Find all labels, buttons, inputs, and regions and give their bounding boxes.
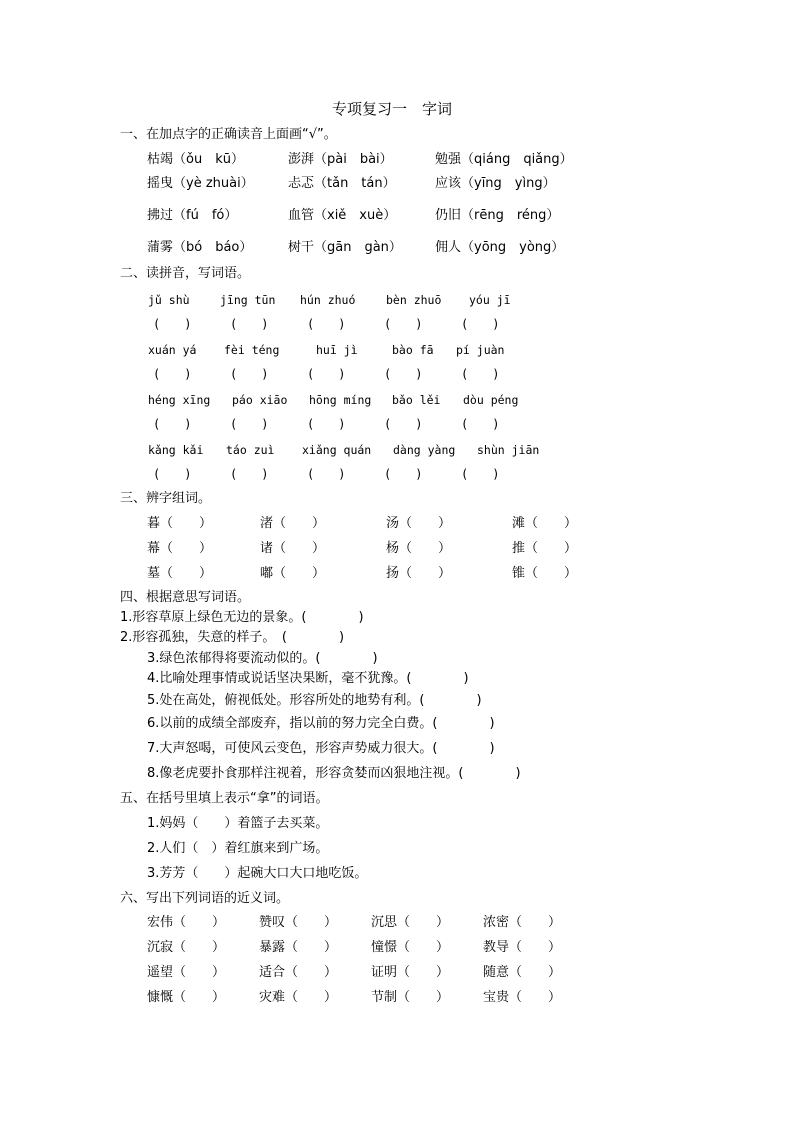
pronunciation-item: 勉强（qiáng qiǎng）	[435, 152, 573, 167]
synonym-item: 慷慨（ ）	[147, 990, 226, 1005]
synonym-item: 暴露（ ）	[259, 940, 338, 955]
fill-in-item: 3.芳芳（ ）起碗大口大口地吃饭。	[147, 866, 368, 881]
character-item: 锥（ ）	[512, 566, 578, 581]
synonym-item: 教导（ ）	[483, 940, 562, 955]
character-item: 滩（ ）	[512, 516, 578, 531]
character-item: 杨（ ）	[386, 541, 452, 556]
answer-blank[interactable]: ( )	[384, 417, 423, 431]
section-2-heading: 二、读拼音，写词语。	[120, 266, 251, 281]
pinyin-label: bǎo lěi	[392, 393, 441, 407]
definition-item: 6.以前的成绩全部废弃，指以前的努力完全白费。( )	[147, 716, 495, 731]
pinyin-label: shùn jiān	[477, 443, 540, 457]
pronunciation-item: 澎湃（pài bài）	[288, 152, 393, 167]
pinyin-label: xuán yá	[148, 343, 197, 357]
answer-blank[interactable]: ( )	[307, 367, 346, 381]
answer-blank[interactable]: ( )	[230, 317, 269, 331]
pronunciation-item: 树干（gān gàn）	[288, 240, 402, 255]
section-4-heading: 四、根据意思写词语。	[120, 590, 251, 605]
answer-blank[interactable]: ( )	[307, 317, 346, 331]
pinyin-label: héng xīng	[148, 393, 211, 407]
pinyin-label: pí juàn	[456, 343, 505, 357]
pronunciation-item: 蒲雾（bó báo）	[147, 240, 253, 255]
pronunciation-item: 仍旧（rēng réng）	[435, 208, 560, 223]
pronunciation-item: 忐忑（tǎn tán）	[288, 176, 396, 191]
character-item: 诸（ ）	[260, 541, 326, 556]
pinyin-label: yóu jī	[469, 293, 511, 307]
synonym-item: 沉思（ ）	[371, 915, 450, 930]
synonym-item: 浓密（ ）	[483, 915, 562, 930]
definition-item: 1.形容草原上绿色无边的景象。( )	[120, 610, 364, 625]
synonym-item: 节制（ ）	[371, 990, 450, 1005]
answer-blank[interactable]: ( )	[307, 417, 346, 431]
character-item: 扬（ ）	[386, 566, 452, 581]
pinyin-label: jīng tūn	[220, 293, 276, 307]
section-6-heading: 六、写出下列词语的近义词。	[120, 891, 290, 906]
section-5-heading: 五、在括号里填上表示“拿”的词语。	[120, 791, 329, 806]
pronunciation-item: 摇曳（yè zhuài）	[147, 176, 254, 191]
definition-item: 7.大声怒喝，可使风云变色，形容声势威力很大。( )	[147, 741, 495, 756]
section-3-heading: 三、辨字组词。	[120, 491, 212, 506]
pronunciation-item: 血管（xiě xuè）	[288, 208, 397, 223]
pronunciation-item: 拂过（fú fó）	[147, 208, 238, 223]
character-item: 汤（ ）	[386, 516, 452, 531]
answer-blank[interactable]: ( )	[384, 367, 423, 381]
pinyin-label: táo zuì	[226, 443, 275, 457]
fill-in-item: 2.人们（ ）着红旗来到广场。	[147, 841, 329, 856]
section-1-heading: 一、在加点字的正确读音上面画“√”。	[120, 127, 337, 142]
answer-blank[interactable]: ( )	[153, 417, 192, 431]
answer-blank[interactable]: ( )	[230, 367, 269, 381]
answer-blank[interactable]: ( )	[230, 417, 269, 431]
pronunciation-item: 枯竭（ǒu kū）	[147, 152, 244, 167]
pinyin-label: páo xiāo	[232, 393, 288, 407]
page-title: 专项复习一 字词	[332, 100, 453, 118]
character-item: 嘟（ ）	[260, 566, 326, 581]
pinyin-label: xiǎng quán	[302, 443, 372, 457]
answer-blank[interactable]: ( )	[461, 417, 500, 431]
pinyin-label: dàng yàng	[393, 443, 456, 457]
pinyin-label: huī jì	[316, 343, 358, 357]
pinyin-label: fèi téng	[224, 343, 280, 357]
character-item: 墓（ ）	[147, 566, 213, 581]
pinyin-label: bào fā	[392, 343, 434, 357]
answer-blank[interactable]: ( )	[384, 467, 423, 481]
answer-blank[interactable]: ( )	[153, 317, 192, 331]
character-item: 幕（ ）	[147, 541, 213, 556]
answer-blank[interactable]: ( )	[384, 317, 423, 331]
synonym-item: 证明（ ）	[371, 965, 450, 980]
answer-blank[interactable]: ( )	[461, 367, 500, 381]
answer-blank[interactable]: ( )	[461, 317, 500, 331]
fill-in-item: 1.妈妈（ ）着篮子去买菜。	[147, 816, 329, 831]
definition-item: 2.形容孤独，失意的样子。 ( )	[120, 630, 345, 645]
synonym-item: 灾难（ ）	[259, 990, 338, 1005]
synonym-item: 憧憬（ ）	[371, 940, 450, 955]
synonym-item: 适合（ ）	[259, 965, 338, 980]
pinyin-label: bèn zhuō	[386, 293, 442, 307]
synonym-item: 随意（ ）	[483, 965, 562, 980]
character-item: 推（ ）	[512, 541, 578, 556]
character-item: 渚（ ）	[260, 516, 326, 531]
pronunciation-item: 佣人（yōng yòng）	[435, 240, 565, 255]
answer-blank[interactable]: ( )	[230, 467, 269, 481]
synonym-item: 宝贵（ ）	[483, 990, 562, 1005]
synonym-item: 赞叹（ ）	[259, 915, 338, 930]
answer-blank[interactable]: ( )	[153, 367, 192, 381]
pronunciation-item: 应该（yīng yìng）	[435, 176, 556, 191]
pinyin-label: hún zhuó	[300, 293, 356, 307]
pinyin-label: jǔ shù	[148, 293, 190, 307]
answer-blank[interactable]: ( )	[461, 467, 500, 481]
definition-item: 5.处在高处，俯视低处。形容所处的地势有利。( )	[147, 693, 482, 708]
answer-blank[interactable]: ( )	[153, 467, 192, 481]
synonym-item: 宏伟（ ）	[147, 915, 226, 930]
pinyin-label: dòu péng	[463, 393, 519, 407]
definition-item: 8.像老虎要扑食那样注视着，形容贪婪而凶狠地注视。( )	[147, 766, 521, 781]
pinyin-label: hōng míng	[309, 393, 372, 407]
answer-blank[interactable]: ( )	[307, 467, 346, 481]
definition-item: 3.绿色浓郁得将要流动似的。( )	[147, 651, 378, 666]
definition-item: 4.比喻处理事情或说话坚决果断，毫不犹豫。( )	[147, 671, 469, 686]
pinyin-label: kǎng kǎi	[148, 443, 204, 457]
synonym-item: 遥望（ ）	[147, 965, 226, 980]
synonym-item: 沉寂（ ）	[147, 940, 226, 955]
character-item: 暮（ ）	[147, 516, 213, 531]
